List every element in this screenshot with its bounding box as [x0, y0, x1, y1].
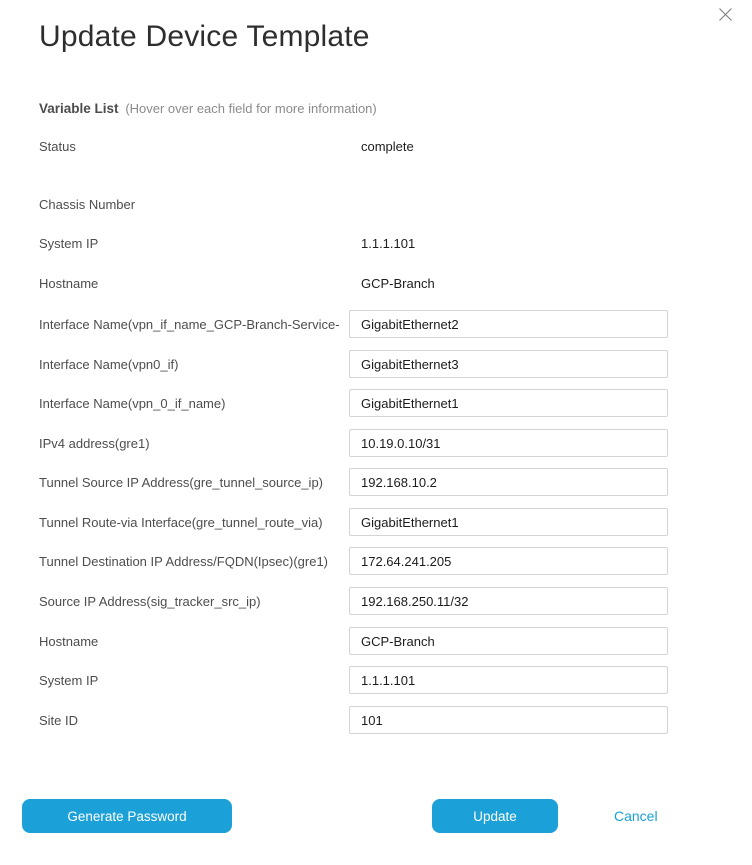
variable-list-title: Variable List [39, 101, 119, 116]
generate-password-button[interactable]: Generate Password [22, 799, 232, 833]
tunnel-route-via-interface-input[interactable] [349, 508, 668, 536]
interface-name-vpn-0-if-name-input[interactable] [349, 389, 668, 417]
field-value: 1.1.1.101 [361, 235, 416, 251]
field-label: Site ID [39, 712, 79, 728]
field-label: Hostname [39, 633, 99, 649]
ipv4-address-gre1-row [39, 429, 668, 457]
system-ip-input[interactable] [349, 666, 668, 694]
hostname-input[interactable] [349, 627, 668, 655]
dialog-title: Update Device Template [39, 20, 370, 53]
tunnel-destination-ip-input[interactable] [349, 547, 668, 575]
ipv4-address-gre1-input[interactable] [349, 429, 668, 457]
source-ip-address-input[interactable] [349, 587, 668, 615]
status-field-row [39, 138, 668, 154]
field-value: complete [361, 138, 414, 154]
update-button[interactable]: Update [432, 799, 558, 833]
tunnel-route-via-interface-row [39, 508, 668, 536]
hostname-input-row [39, 627, 668, 655]
interface-name-vpn-0-if-name-row [39, 389, 668, 417]
field-label: Tunnel Source IP Address(gre_tunnel_source_ip) [39, 474, 324, 490]
system-ip-field-row [39, 235, 668, 251]
field-label: IPv4 address(gre1) [39, 435, 150, 451]
chassis-number-field-row [39, 196, 668, 212]
close-icon[interactable] [717, 6, 733, 22]
tunnel-destination-ip-row [39, 547, 668, 575]
field-label: Tunnel Destination IP Address/FQDN(Ipsec)(gre1) [39, 553, 329, 569]
site-id-input[interactable] [349, 706, 668, 734]
variable-list-header [39, 101, 377, 116]
field-label: Hostname [39, 275, 99, 291]
hostname-field-row [39, 275, 668, 291]
interface-name-vpn0-if-input[interactable] [349, 350, 668, 378]
tunnel-source-ip-row [39, 468, 668, 496]
tunnel-source-ip-input[interactable] [349, 468, 668, 496]
variable-list-hint: (Hover over each field for more information) [125, 101, 377, 116]
field-label: Tunnel Route-via Interface(gre_tunnel_route_via) [39, 514, 323, 530]
interface-name-service-vpn-input[interactable] [349, 310, 668, 338]
field-label: Status [39, 138, 76, 154]
interface-name-vpn0-if-row [39, 350, 668, 378]
field-label: Interface Name(vpn_if_name_GCP-Branch-Service- [39, 316, 340, 332]
field-label: Chassis Number [39, 196, 136, 212]
field-value: GCP-Branch [361, 275, 435, 291]
field-label: Interface Name(vpn_0_if_name) [39, 395, 226, 411]
interface-name-service-vpn-row [39, 310, 668, 338]
site-id-input-row [39, 706, 668, 734]
field-label: Interface Name(vpn0_if) [39, 356, 179, 372]
field-label: Source IP Address(sig_tracker_src_ip) [39, 593, 261, 609]
field-label: System IP [39, 672, 99, 688]
field-label: System IP [39, 235, 99, 251]
cancel-button[interactable]: Cancel [614, 808, 658, 824]
source-ip-address-row [39, 587, 668, 615]
system-ip-input-row [39, 666, 668, 694]
